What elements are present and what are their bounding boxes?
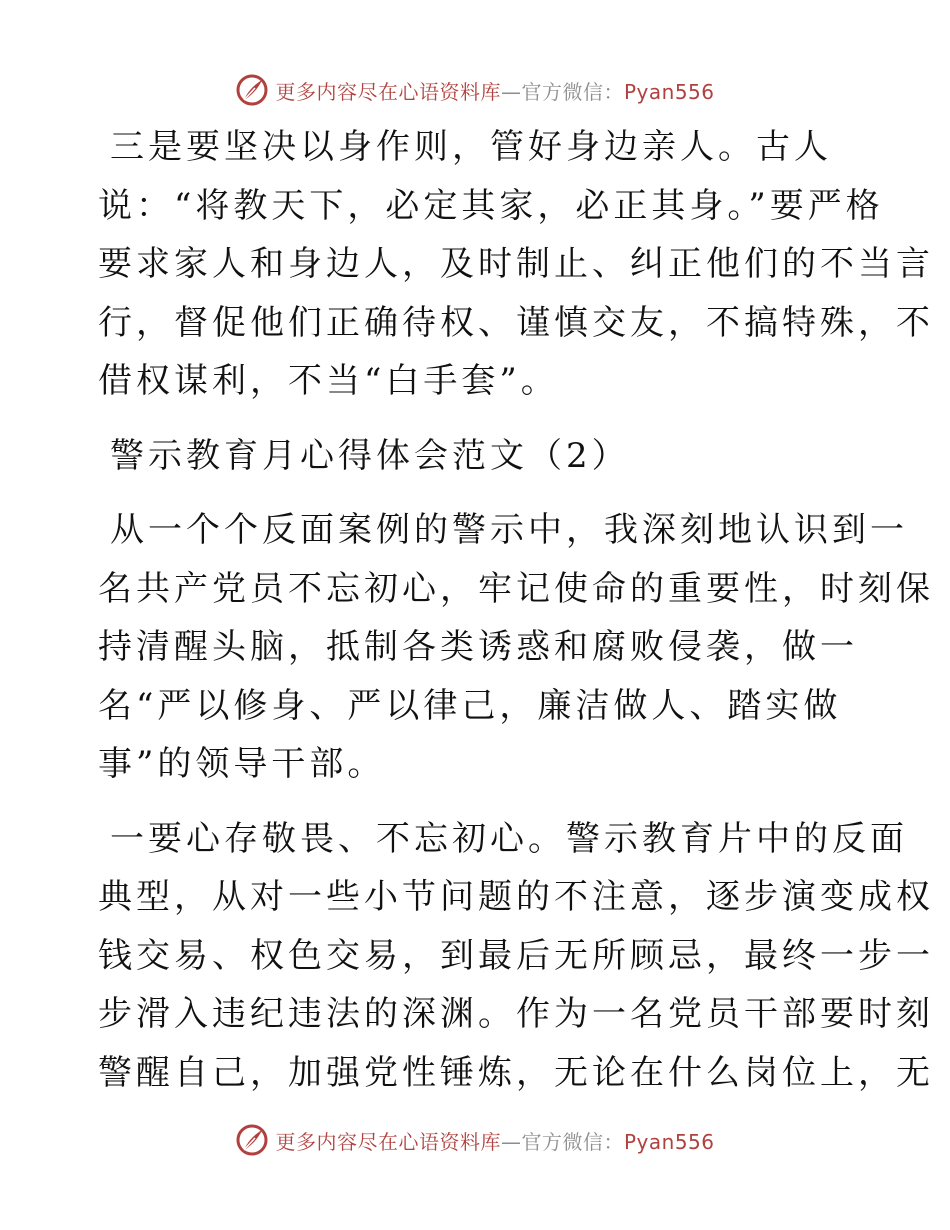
text-line: 名“严以修身、严以律己，廉洁做人、踏实做 bbox=[98, 685, 842, 726]
header-banner bbox=[0, 70, 950, 110]
document-body bbox=[98, 118, 934, 1102]
text-line: 三是要坚决以身作则，管好身边亲人。古人 bbox=[110, 127, 832, 167]
text-line: 名共产党员不忘初心，牢记使命的重要性，时刻保 bbox=[98, 568, 934, 609]
text-line: 钱交易、权色交易，到最后无所顾忌，最终一步一 bbox=[98, 935, 934, 976]
wechat-id: Pyan556 bbox=[623, 1129, 715, 1154]
section-heading bbox=[98, 427, 858, 486]
paragraph bbox=[98, 118, 934, 411]
footer-banner bbox=[0, 1120, 950, 1160]
text-line: 从一个个反面案例的警示中，我深刻地认识到一 bbox=[110, 510, 908, 550]
banner-dash: — bbox=[500, 1129, 522, 1154]
paragraph bbox=[98, 501, 934, 794]
feather-quill-logo-icon bbox=[235, 1123, 269, 1157]
text-line: 步滑入违纪违法的深渊。作为一名党员干部要时刻 bbox=[98, 994, 934, 1034]
wechat-label: 官方微信： bbox=[521, 79, 624, 104]
wechat-label: 官方微信： bbox=[521, 1129, 624, 1154]
heading-text: 警示教育月心得体会范文（2） bbox=[110, 435, 630, 476]
footer-banner-text bbox=[275, 1126, 714, 1155]
text-line: 行，督促他们正确待权、谨慎交友，不搞特殊，不 bbox=[98, 302, 934, 343]
wechat-id: Pyan556 bbox=[623, 79, 715, 104]
text-line: 典型，从对一些小节问题的不注意，逐步演变成权 bbox=[98, 877, 934, 917]
text-line: 持清醒头脑，抵制各类诱惑和腐败侵袭，做一 bbox=[98, 627, 858, 667]
brand-text: 更多内容尽在心语资料库 bbox=[275, 79, 501, 104]
banner-dash: — bbox=[500, 79, 522, 104]
text-line: 借权谋利，不当“白手套”。 bbox=[98, 361, 559, 401]
paragraph bbox=[98, 810, 934, 1103]
text-line: 一要心存敬畏、不忘初心。警示教育片中的反面 bbox=[110, 818, 908, 859]
text-line: 警醒自己，加强党性锤炼，无论在什么岗位上，无 bbox=[98, 1052, 934, 1093]
header-banner-text bbox=[275, 76, 714, 105]
brand-text: 更多内容尽在心语资料库 bbox=[275, 1129, 501, 1154]
text-line: 要求家人和身边人，及时制止、纠正他们的不当言 bbox=[98, 244, 934, 284]
text-line: 说：“将教天下，必定其家，必正其身。”要严格 bbox=[98, 185, 884, 226]
text-line: 事”的领导干部。 bbox=[98, 744, 386, 784]
feather-quill-logo-icon bbox=[235, 73, 269, 107]
